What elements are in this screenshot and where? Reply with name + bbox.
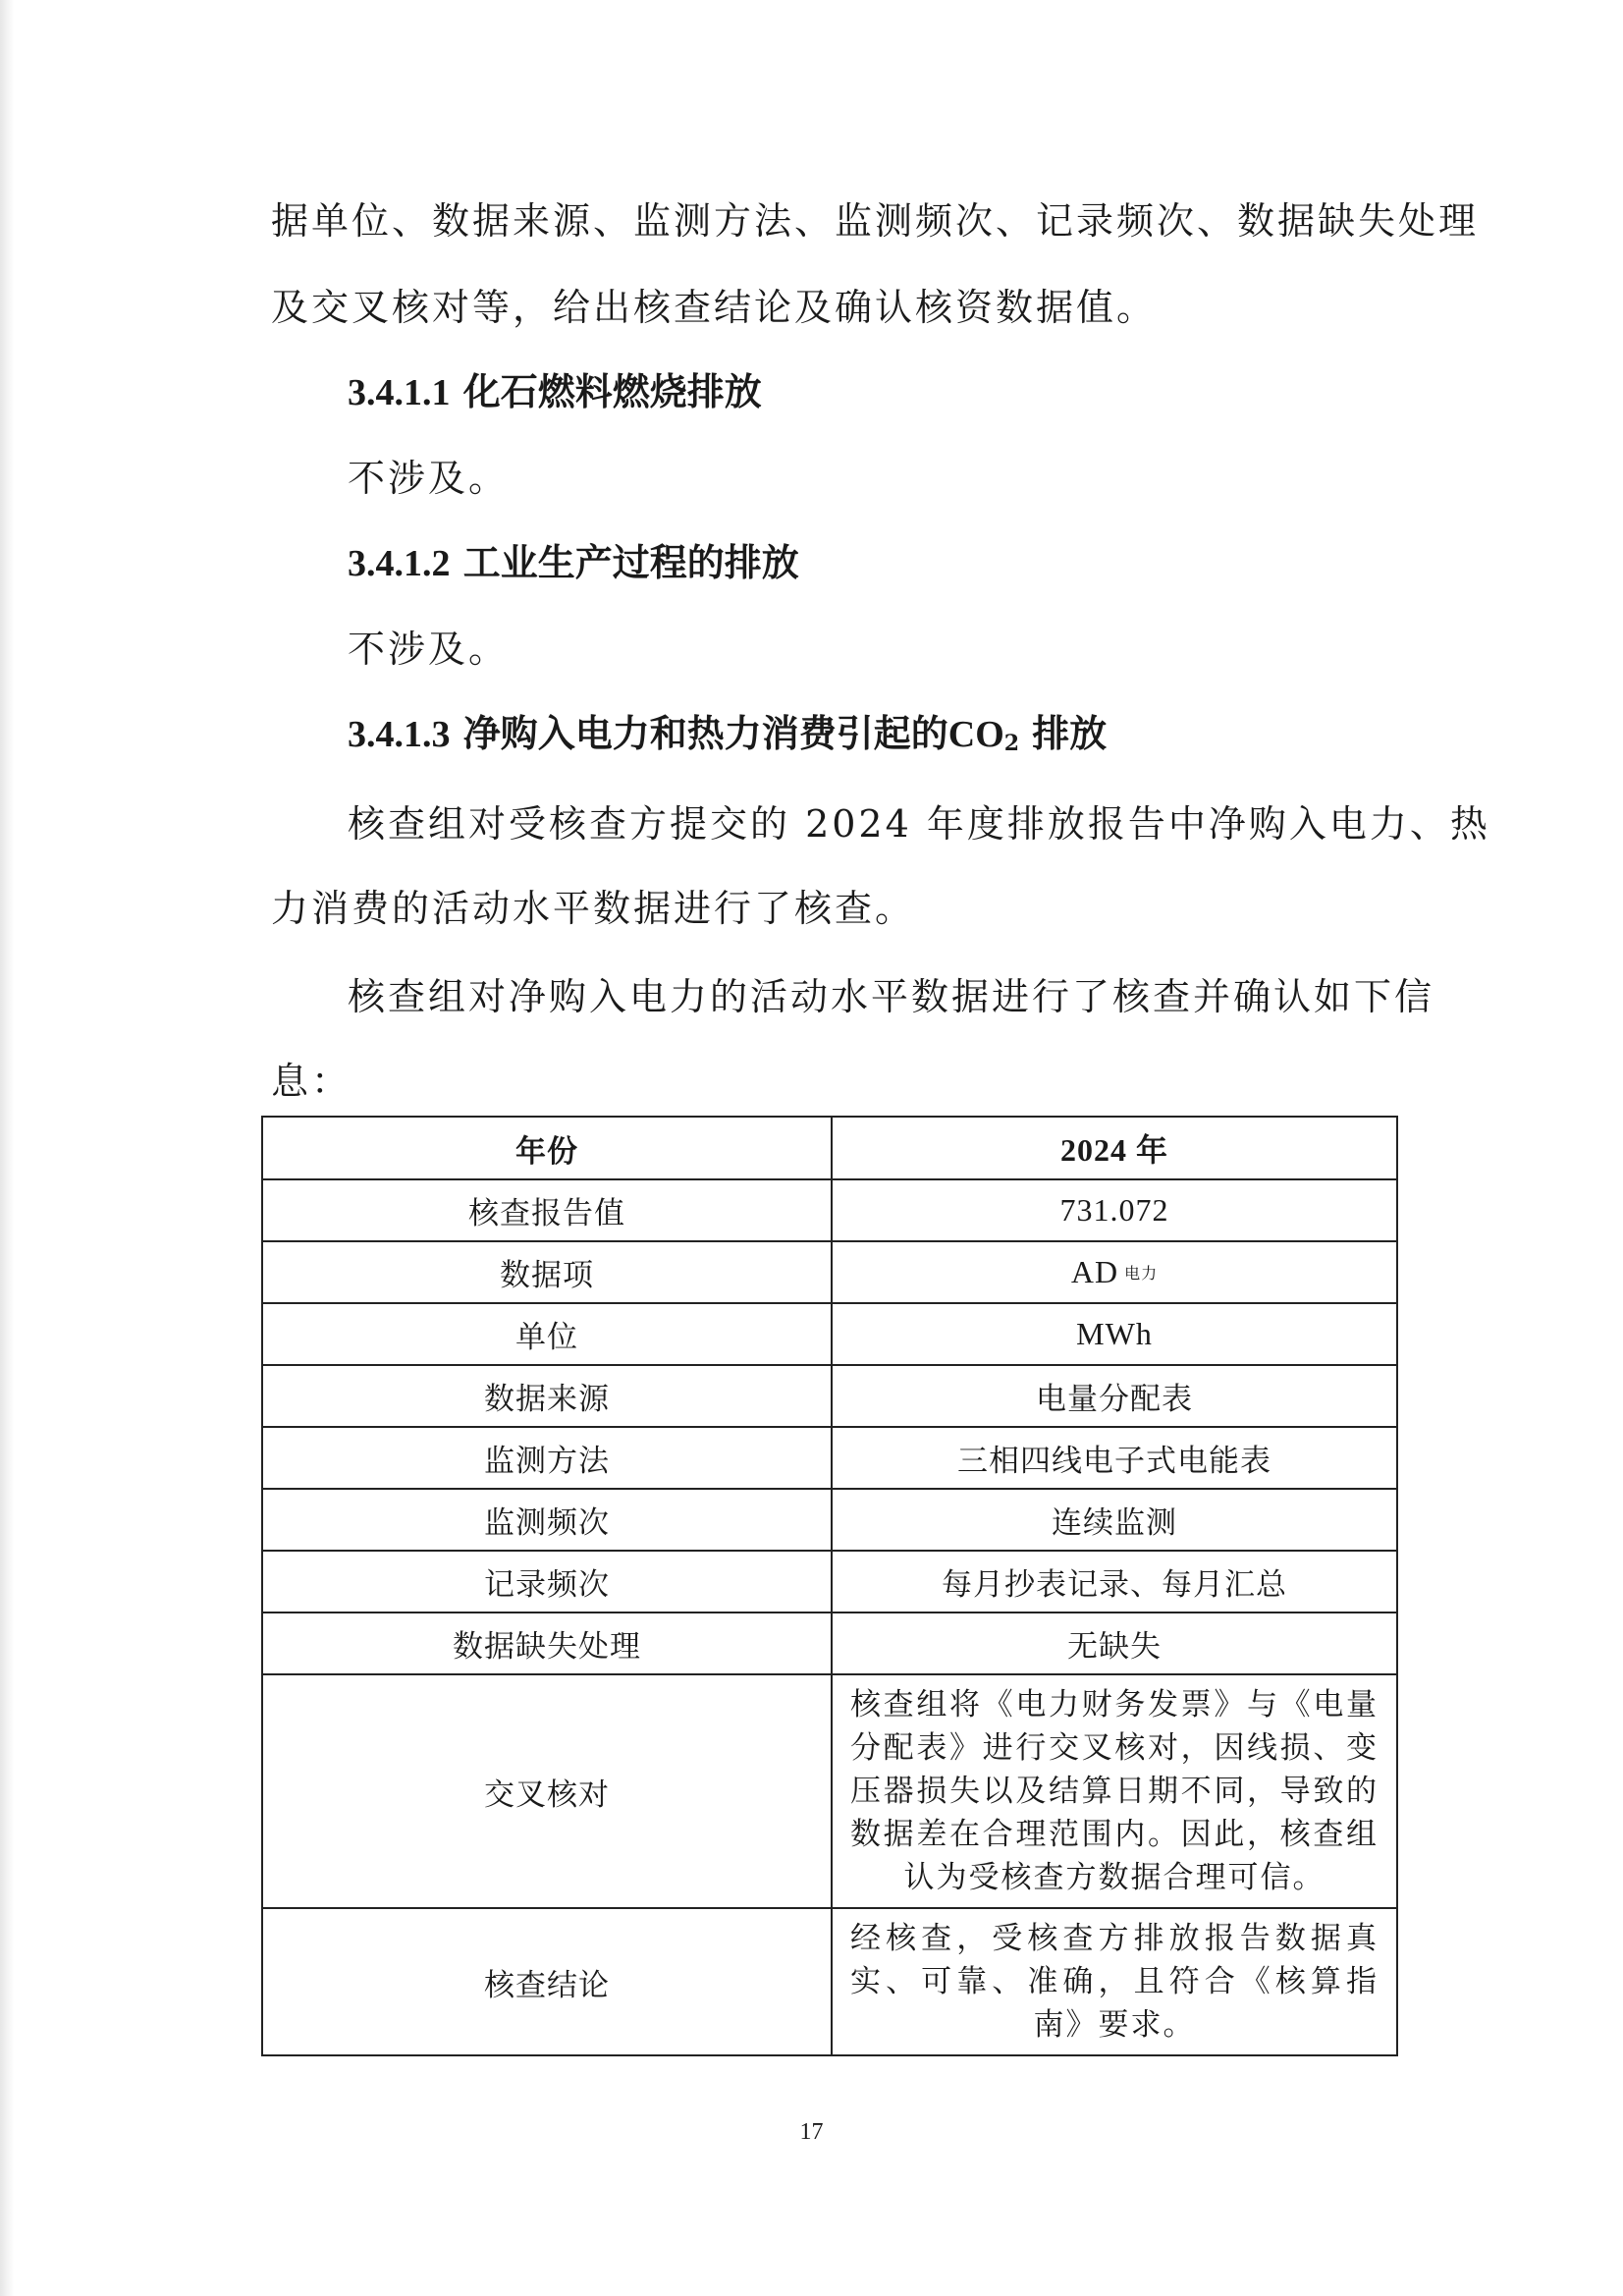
table-header-value: 2024 年 bbox=[1059, 1132, 1168, 1168]
section-number: 3.4.1.2 bbox=[348, 543, 451, 584]
para1-line-1: 核查组对受核查方提交的 2024 年度排放报告中净购入电力、热 bbox=[348, 802, 1490, 846]
section-title-prefix: 净购入电力和热力消费引起的 bbox=[462, 711, 948, 755]
para2-line-1: 核查组对净购入电力的活动水平数据进行了核查并确认如下信 bbox=[348, 975, 1435, 1018]
section-number: 3.4.1.3 bbox=[348, 714, 451, 755]
scan-page-edge bbox=[0, 0, 14, 2296]
table-row bbox=[263, 1675, 1396, 1909]
table-row-value: 无缺失 bbox=[1067, 1629, 1162, 1665]
table-row-label: 交叉核对 bbox=[263, 1675, 833, 1907]
table-row-value: 731.072 bbox=[1059, 1192, 1169, 1228]
section-number: 3.4.1.1 bbox=[348, 372, 451, 413]
table-row bbox=[263, 1613, 1396, 1675]
data-item-subscript: 电力 bbox=[1124, 1266, 1159, 1283]
section-title-chem: CO bbox=[947, 714, 1004, 755]
table-row-value: 经核查，受核查方排放报告数据真实、可靠、准确，且符合《核算指南》要求。 bbox=[850, 1921, 1379, 2043]
table-header-row bbox=[263, 1118, 1396, 1180]
table-row-label: 数据项 bbox=[263, 1242, 833, 1302]
section-heading-3-4-1-3 bbox=[348, 703, 1107, 757]
section-body-3-4-1-2: 不涉及。 bbox=[348, 628, 510, 671]
intro-line-2: 及交叉核对等，给出核查结论及确认核资数据值。 bbox=[271, 286, 1158, 329]
section-heading-3-4-1-1 bbox=[348, 361, 762, 415]
section-body-3-4-1-1: 不涉及。 bbox=[348, 457, 510, 500]
table-row-value: 每月抄表记录、每月汇总 bbox=[942, 1567, 1287, 1603]
table-row bbox=[263, 1552, 1396, 1613]
section-title: 化石燃料燃烧排放 bbox=[462, 369, 762, 413]
table-row-label: 监测方法 bbox=[263, 1428, 833, 1488]
electricity-data-table bbox=[261, 1116, 1398, 2056]
section-title-suffix: 排放 bbox=[1032, 711, 1108, 755]
intro-line-1: 据单位、数据来源、监测方法、监测频次、记录频次、数据缺失处理 bbox=[271, 199, 1480, 243]
table-row bbox=[263, 1490, 1396, 1552]
table-row-value: MWh bbox=[1076, 1316, 1153, 1351]
table-header-label: 年份 bbox=[263, 1118, 833, 1178]
table-row-label: 数据缺失处理 bbox=[263, 1613, 833, 1673]
table-row bbox=[263, 1366, 1396, 1428]
section-title-sub: 2 bbox=[1003, 731, 1020, 756]
table-row-label: 单位 bbox=[263, 1304, 833, 1364]
table-row bbox=[263, 1909, 1396, 2054]
page-number: 17 bbox=[799, 2119, 824, 2145]
table-row-value: 核查组将《电力财务发票》与《电量分配表》进行交叉核对，因线损、变压器损失以及结算日期不同，导致的数据差在合理范围内。因此，核查组认为受核查方数据合理可信。 bbox=[850, 1687, 1379, 1895]
table-row-label: 核查结论 bbox=[263, 1909, 833, 2054]
table-row bbox=[263, 1304, 1396, 1366]
table-row-value: 电量分配表 bbox=[1036, 1382, 1193, 1417]
table-row bbox=[263, 1428, 1396, 1490]
table-row-label: 监测频次 bbox=[263, 1490, 833, 1550]
table-row-value bbox=[833, 1242, 1396, 1302]
table-row bbox=[263, 1180, 1396, 1242]
table-row-label: 核查报告值 bbox=[263, 1180, 833, 1240]
table-row bbox=[263, 1242, 1396, 1304]
table-row-value: 连续监测 bbox=[1052, 1505, 1177, 1541]
section-title: 工业生产过程的排放 bbox=[462, 540, 799, 584]
para2-line-2: 息： bbox=[271, 1060, 352, 1103]
data-item-symbol: AD bbox=[1070, 1254, 1119, 1289]
table-row-value: 三相四线电子式电能表 bbox=[957, 1444, 1271, 1479]
table-row-label: 记录频次 bbox=[263, 1552, 833, 1612]
table-row-label: 数据来源 bbox=[263, 1366, 833, 1426]
para1-line-2: 力消费的活动水平数据进行了核查。 bbox=[271, 887, 916, 930]
section-heading-3-4-1-2 bbox=[348, 532, 799, 586]
